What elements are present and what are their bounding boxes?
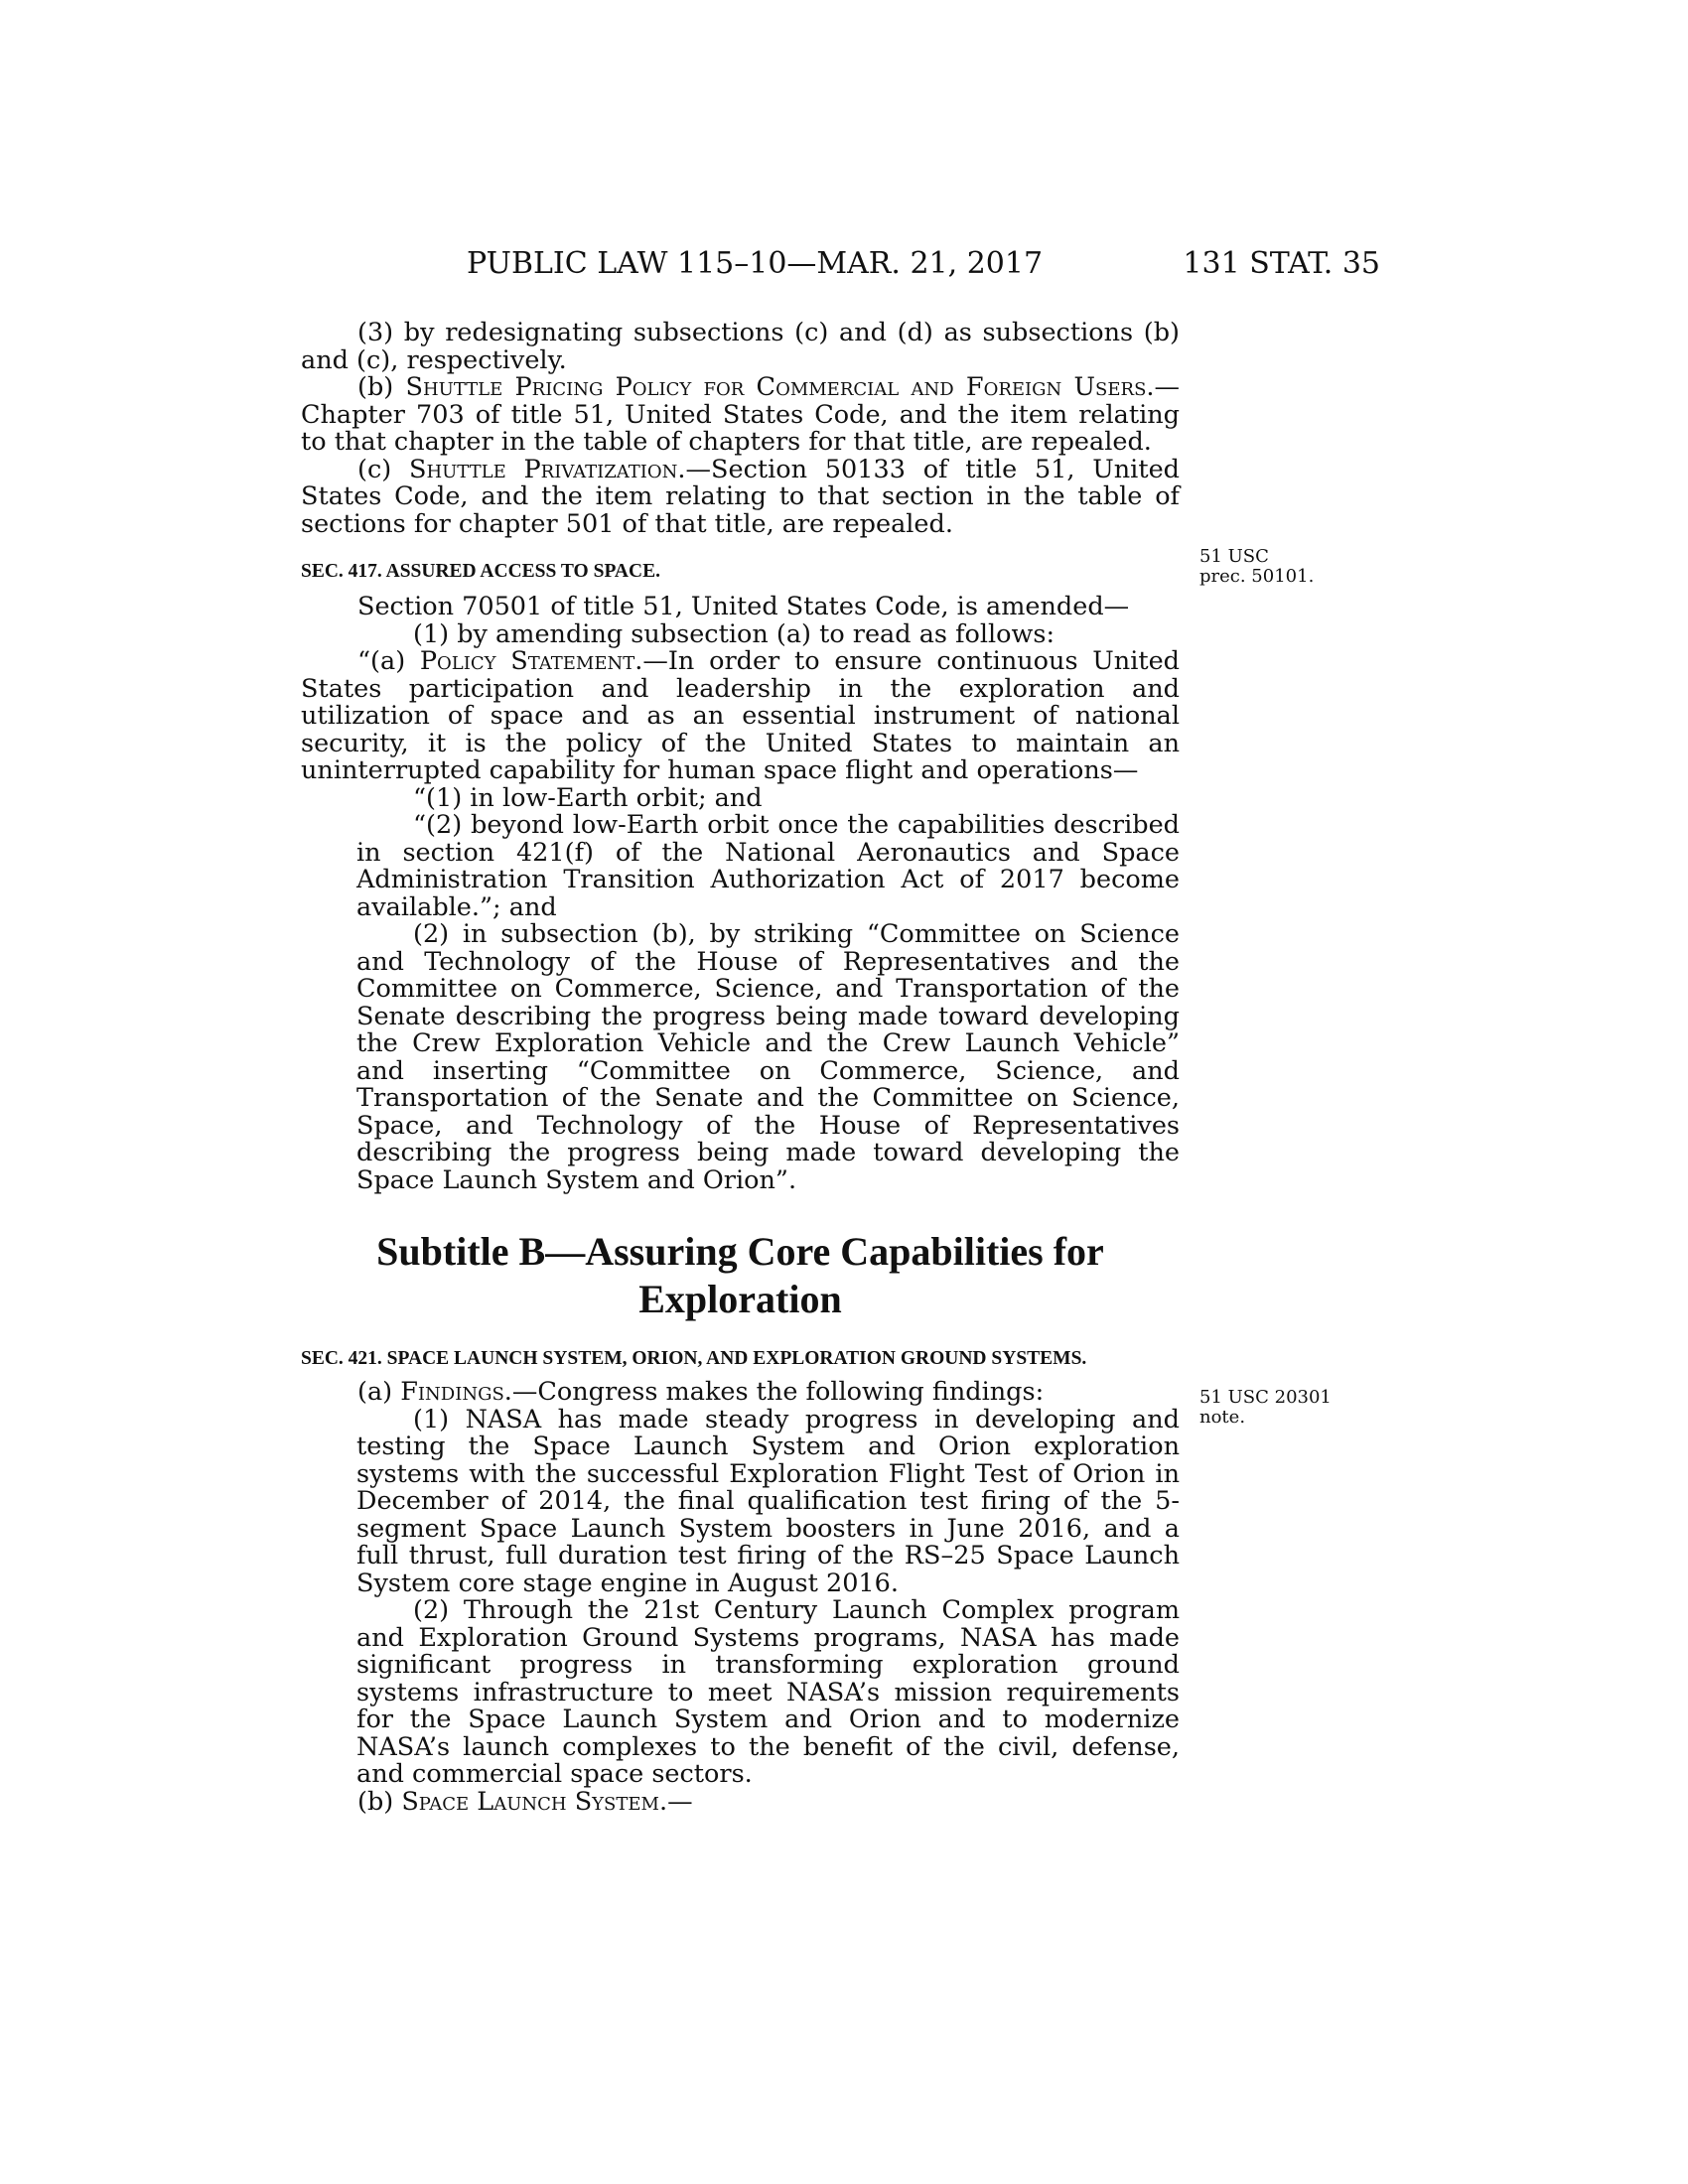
document-body xyxy=(301,320,1180,1816)
subtitle-b-heading xyxy=(301,1228,1180,1323)
findings-label: (a) xyxy=(357,1377,401,1407)
subsection-b-caption: Shuttle Pricing Policy for Commercial and Foreign Users xyxy=(405,372,1147,402)
paragraph-3-redesignating: (3) by redesignating subsections (c) and (d) as subsections (b) and (c), respectively. xyxy=(301,318,1180,375)
subsection-c-text: .—Section 50133 of title 51, United States Code, and the item relating to that section in the table of sections for chapter 501 of that title, are repealed. xyxy=(301,454,1180,539)
space-launch-system-label: (b) xyxy=(357,1786,402,1817)
findings-subsection xyxy=(301,1379,1180,1407)
margin-note-line: 51 USC 20301 xyxy=(1199,1387,1332,1408)
subsection-b-text: .—Chapter 703 of title 51, United States Code, and the item relating to that chapter in the table of chapters for that title, are repealed. xyxy=(301,372,1181,457)
public-law-header: PUBLIC LAW 115–10—MAR. 21, 2017 xyxy=(467,246,1044,281)
section-417-intro: Section 70501 of title 51, United States Code, is amended— xyxy=(357,592,1130,621)
policy-statement-subsection xyxy=(301,648,1180,785)
subtitle-line: Exploration xyxy=(638,1277,842,1321)
margin-note-usc-20301 xyxy=(1199,1388,1332,1428)
space-launch-system-caption: Space Launch System xyxy=(401,1786,659,1817)
subsection-c-shuttle-privatization xyxy=(301,454,1180,539)
margin-note-line: 51 USC xyxy=(1199,546,1269,567)
finding-2: (2) Through the 21st Century Launch Complex program and Exploration Ground Systems programs, NASA has made significant progress in transforming exploration ground systems infrastructure to meet NASA’s mission requirements for the Space Launch System and Orion and to modernize NASA’s launch complexes to the benefit of the civil, defense, and commercial space sectors. xyxy=(356,1595,1180,1789)
findings-text: .—Congress makes the following findings: xyxy=(503,1377,1045,1407)
finding-1: (1) NASA has made steady progress in developing and testing the Space Launch System and Orion exploration systems with the successful Exploration Flight Test of Orion in December of 2014, the final qualification test firing of the 5-segment Space Launch System boosters in June 2016, and a full thrust, full duration test firing of the RS–25 Space Launch System core stage engine in August 2016. xyxy=(356,1404,1180,1598)
section-421-heading: SEC. 421. SPACE LAUNCH SYSTEM, ORION, AND EXPLORATION GROUND SYSTEMS. xyxy=(301,1348,1087,1369)
subsection-c-caption: Shuttle Privatization xyxy=(408,454,678,484)
section-417-paragraph-1: (1) by amending subsection (a) to read as follows: xyxy=(413,618,1055,649)
margin-note-line: prec. 50101. xyxy=(1199,566,1315,587)
space-launch-system-text: .— xyxy=(658,1786,693,1817)
findings-caption: Findings xyxy=(400,1377,504,1407)
section-417-paragraph-2: (2) in subsection (b), by striking “Committee on Science and Technology of the House of Representatives and the Committee on Commerce, Science, and Transportation of the Senate describing the progress being made toward developing the Crew Exploration Vehicle and the Crew Launch Vehicle” and inserting “Committee on Commerce, Science, and Transportation of the Senate and the Committee on Science, Space, and Technology of the House of Representatives describing the progress being made toward developing the Space Launch System and Orion”. xyxy=(356,919,1180,1195)
stat-page-number: 131 STAT. 35 xyxy=(1183,246,1380,281)
policy-statement-caption: Policy Statement xyxy=(419,646,635,676)
margin-note-usc-50101 xyxy=(1199,547,1314,587)
section-417-heading: SEC. 417. ASSURED ACCESS TO SPACE. xyxy=(301,561,660,582)
subsection-b-shuttle-pricing xyxy=(301,374,1180,457)
policy-item-1: “(1) in low-Earth orbit; and xyxy=(413,782,763,813)
space-launch-system-subsection xyxy=(301,1786,1180,1817)
policy-statement-label: “(a) xyxy=(357,646,420,676)
policy-item-2: “(2) beyond low-Earth orbit once the capabilities described in section 421(f) of the National Aeronautics and Space Administration Transition Authorization Act of 2017 become available.”; and xyxy=(356,810,1180,922)
running-head xyxy=(298,246,1380,286)
margin-note-line: note. xyxy=(1199,1407,1246,1428)
policy-statement-text: .—In order to ensure continuous United States participation and leadership in the exploration and utilization of space and as an essential instrument of national security, it is the policy of the United States to maintain an uninterrupted capability for human space flight and operations— xyxy=(301,646,1181,785)
subtitle-line: Subtitle B—Assuring Core Capabilities for xyxy=(376,1229,1104,1274)
subsection-b-label: (b) xyxy=(357,372,406,402)
subsection-c-label: (c) xyxy=(357,454,409,484)
